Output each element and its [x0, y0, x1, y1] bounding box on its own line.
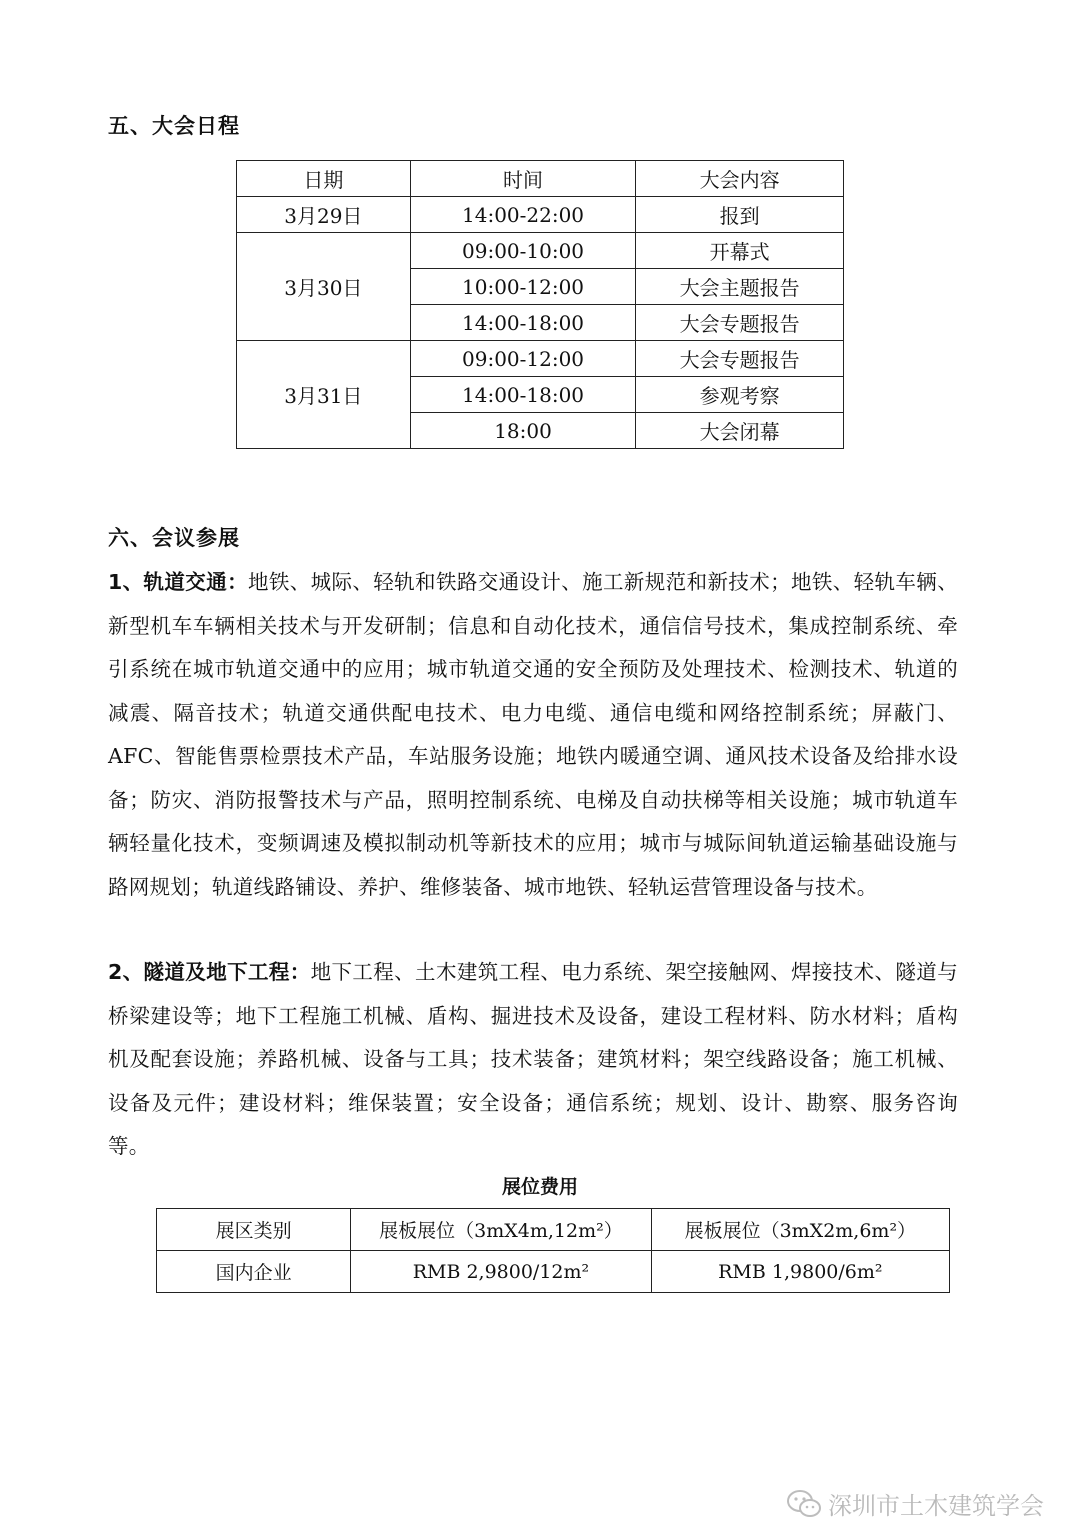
paragraph-rail-transit [108, 561, 958, 909]
paragraph-lead: 2、隧道及地下工程： [108, 960, 311, 984]
wechat-icon [786, 1489, 822, 1519]
content-cell: 大会闭幕 [636, 413, 844, 449]
watermark-text: 深圳市土木建筑学会 [828, 1492, 1044, 1520]
content-cell: 大会专题报告 [636, 305, 844, 341]
time-cell: 18:00 [410, 413, 636, 449]
header-content: 大会内容 [636, 161, 844, 197]
price-small-cell: RMB 1,9800/6m² [651, 1251, 949, 1293]
time-cell: 14:00-18:00 [410, 305, 636, 341]
time-cell: 14:00-18:00 [410, 377, 636, 413]
table-row [157, 1251, 950, 1293]
category-cell: 国内企业 [157, 1251, 351, 1293]
watermark [786, 1486, 1044, 1521]
price-large-cell: RMB 2,9800/12m² [351, 1251, 651, 1293]
content-cell: 参观考察 [636, 377, 844, 413]
time-cell: 14:00-22:00 [410, 197, 636, 233]
paragraph-tunnel-underground [108, 951, 958, 1169]
header-category: 展区类别 [157, 1209, 351, 1251]
fee-table [156, 1208, 950, 1293]
paragraph-lead: 1、轨道交通： [108, 570, 248, 594]
date-cell: 3月31日 [237, 341, 411, 449]
table-row [237, 341, 844, 377]
content-cell: 开幕式 [636, 233, 844, 269]
content-cell: 大会主题报告 [636, 269, 844, 305]
header-booth-large: 展板展位（3mX4m,12m²） [351, 1209, 651, 1251]
content-cell: 大会专题报告 [636, 341, 844, 377]
header-date: 日期 [237, 161, 411, 197]
time-cell: 09:00-12:00 [410, 341, 636, 377]
table-header-row [237, 161, 844, 197]
table-row [237, 197, 844, 233]
date-cell: 3月30日 [237, 233, 411, 341]
fee-table-caption: 展位费用 [501, 1176, 578, 1198]
schedule-table [236, 160, 844, 449]
header-booth-small: 展板展位（3mX2m,6m²） [651, 1209, 949, 1251]
date-cell: 3月29日 [237, 197, 411, 233]
time-cell: 09:00-10:00 [410, 233, 636, 269]
paragraph-text: 地铁、城际、轻轨和铁路交通设计、施工新规范和新技术；地铁、轻轨车辆、新型机车车辆相关技术与开发研制；信息和自动化技术，通信信号技术，集成控制系统、牵引系统在城市轨道交通中的应用；城市轨道交通的安全预防及处理技术、检测技术、轨道的减震、隔音技术；轨道交通供配电技术、电力电缆、通信电缆和网络控制系统；屏蔽门、AFC、智能售票检票技术产品，车站服务设施；地铁内暖通空调、通风技术设备及给排水设备；防灾、消防报警技术与产品，照明控制系统、电梯及自动扶梯等相关设施；城市轨道车辆轻量化技术，变频调速及模拟制动机等新技术的应用；城市与城际间轨道运输基础设施与路网规划；轨道线路铺设、养护、维修装备、城市地铁、轻轨运营管理设备与技术。 [108, 570, 958, 899]
section-title-exhibition: 六、会议参展 [108, 526, 240, 550]
table-row [237, 233, 844, 269]
header-time: 时间 [410, 161, 636, 197]
table-header-row [157, 1209, 950, 1251]
paragraph-text: 地下工程、土木建筑工程、电力系统、架空接触网、焊接技术、隧道与桥梁建设等；地下工程施工机械、盾构、掘进技术及设备，建设工程材料、防水材料；盾构机及配套设施；养路机械、设备与工具；技术装备；建筑材料；架空线路设备；施工机械、设备及元件；建设材料；维保装置；安全设备；通信系统；规划、设计、勘察、服务咨询等。 [108, 960, 958, 1158]
section-title-schedule: 五、大会日程 [108, 114, 240, 138]
time-cell: 10:00-12:00 [410, 269, 636, 305]
content-cell: 报到 [636, 197, 844, 233]
